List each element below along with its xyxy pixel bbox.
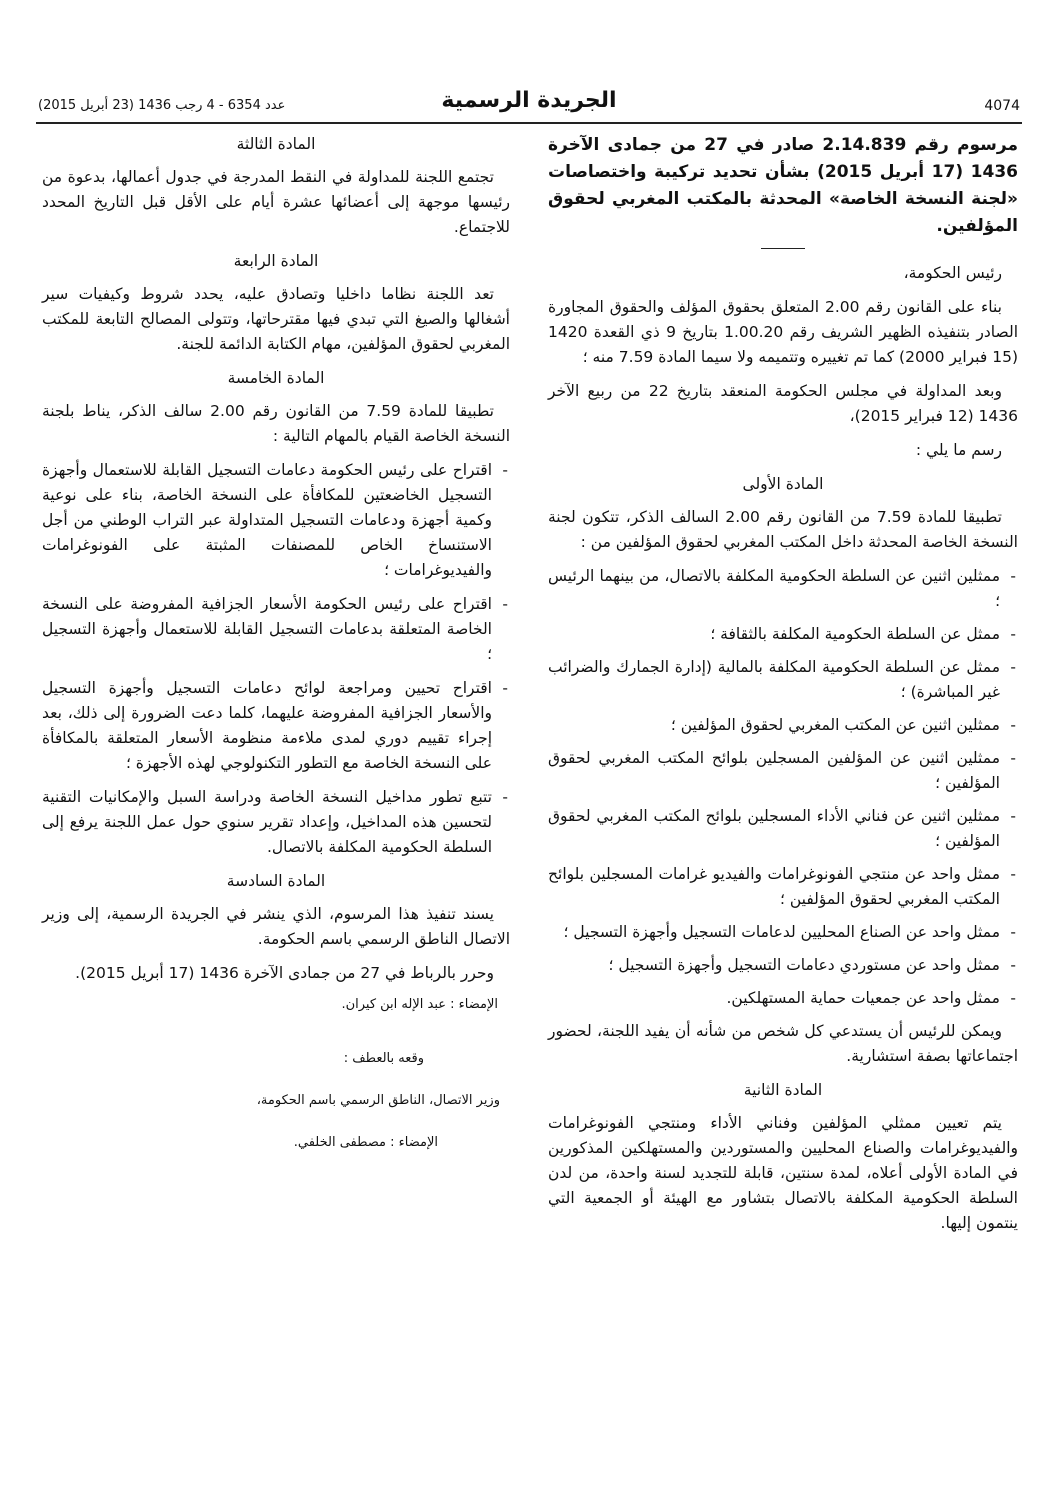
signatures: [42, 995, 510, 1153]
article-1-title: المادة الأولى: [742, 475, 824, 493]
article-5-tasks-list: [42, 458, 510, 860]
minister-title: وزير الاتصال، الناطق الرسمي باسم الحكومة،: [256, 1093, 500, 1108]
list-item: - تتبع تطور مداخيل النسخة الخاصة ودراسة السبل والإمكانيات التقنية لتحسين هذه المداخيل، وإعداد تقرير سنوي حول عمل اللجنة يرفع إلى السلطة الحكومية المكلفة بالاتصال.: [42, 785, 510, 860]
list-item: - ممثل عن السلطة الحكومية المكلفة بالثقافة ؛: [548, 622, 1018, 647]
right-column: [548, 128, 1018, 1245]
decree-title: مرسوم رقم 2.14.839 صادر في 27 من جمادى الآخرة 1436 (17 أبريل 2015) بشأن تحديد تركيبة واختصاصات «لجنة النسخة الخاصة» المحدثة بالمكتب المغربي لحقوق المؤلفين.: [548, 135, 1018, 236]
list-item: - ممثلين اثنين عن المؤلفين المسجلين بلوائح المكتب المغربي لحقوق المؤلفين ؛: [548, 746, 1018, 796]
head-of-government: رئيس الحكومة،: [903, 264, 1002, 282]
list-item: - اقتراح على رئيس الحكومة الأسعار الجزافية المفروضة على النسخة الخاصة المتعلقة بدعامات التسجيل القابلة للاستعمال وأجهزة التسجيل ؛: [42, 592, 510, 667]
journal-title: الجريدة الرسمية: [441, 88, 617, 113]
article-1-members-list: [548, 564, 1018, 1011]
list-item: - اقتراح تحيين ومراجعة لوائح دعامات التسجيل وأجهزة التسجيل والأسعار الجزافية المفروضة عليهما، كلما دعت الضرورة إلى ذلك، بعد إجراء تقييم دوري لمدى ملاءمة منظومة الأسعار المتعلقة بالمكافأة على النسخة الخاصة مع التطور التكنولوجي لهذه الأجهزة ؛: [42, 676, 510, 776]
list-item: - ممثل واحد عن مستوردي دعامات التسجيل وأجهزة التسجيل ؛: [548, 953, 1018, 978]
issue-info: عدد 6354 - 4 رجب 1436 (23 أبريل 2015): [38, 98, 286, 113]
article-1-intro: تطبيقا للمادة 7.59 من القانون رقم 2.00 السالف الذكر، تتكون لجنة النسخة الخاصة المحدثة داخل المكتب المغربي لحقوق المؤلفين من :: [548, 508, 1018, 551]
article-2-text: يتم تعيين ممثلي المؤلفين وفناني الأداء ومنتجي الفونوغرامات والفيديوغرامات والصناع المحليين والمستوردين والمستهلكين المذكورين في المادة الأولى أعلاه، لمدة سنتين، قابلة للتجديد لسنة واحدة، من لدن السلطة الحكومية المكلفة بالاتصال بتشاور مع الهيئة أو الجمعية التي ينتمون إليها.: [548, 1114, 1018, 1232]
signature-minister: الإمضاء : مصطفى الخلفي.: [293, 1135, 438, 1150]
list-item: - ممثلين اثنين عن السلطة الحكومية المكلفة بالاتصال، من بينهما الرئيس ؛: [548, 564, 1018, 614]
page-number: 4074: [984, 98, 1020, 114]
list-item: - ممثل واحد عن منتجي الفونوغرامات والفيديو غرامات المسجلين بلوائح المكتب المغربي لحقوق المؤلفين ؛: [548, 862, 1018, 912]
preamble-law: بناء على القانون رقم 2.00 المتعلق بحقوق المؤلف والحقوق المجاورة الصادر بتنفيذه الظهير الشريف رقم 1.00.20 بتاريخ 9 ذي القعدة 1420 (15 فبراير 2000) كما تم تغييره وتتميمه ولا سيما المادة 7.59 منه ؛: [548, 298, 1019, 366]
list-item: - ممثلين اثنين عن المكتب المغربي لحقوق المؤلفين ؛: [548, 713, 1018, 738]
list-item: - ممثل واحد عن الصناع المحليين لدعامات التسجيل وأجهزة التسجيل ؛: [548, 920, 1018, 945]
list-item: - ممثلين اثنين عن فناني الأداء المسجلين بلوائح المكتب المغربي لحقوق المؤلفين ؛: [548, 804, 1018, 854]
signature-head-of-government: الإمضاء : عبد الإله ابن كيران.: [341, 997, 498, 1012]
article-3-title: المادة الثالثة: [236, 135, 316, 153]
article-6-text: يسند تنفيذ هذا المرسوم، الذي ينشر في الجريدة الرسمية، إلى وزير الاتصال الناطق الرسمي باسم الحكومة.: [42, 905, 510, 948]
article-4-text: تعد اللجنة نظاما داخليا وتصادق عليه، يحدد شروط وكيفيات سير أشغالها والصيغ التي تبدي فيها مقترحاتها، وتتولى المصالح التابعة للمكتب المغربي لحقوق المؤلفين، مهام الكتابة الدائمة للجنة.: [42, 285, 510, 353]
article-5-intro: تطبيقا للمادة 7.59 من القانون رقم 2.00 سالف الذكر، يناط بلجنة النسخة الخاصة القيام بالمهام التالية :: [42, 402, 510, 445]
article-2-title: المادة الثانية: [743, 1081, 823, 1099]
article-4-title: المادة الرابعة: [233, 252, 319, 270]
done-at-date: وحرر بالرباط في 27 من جمادى الآخرة 1436 (17 أبريل 2015).: [75, 964, 494, 982]
countersigned-label: وقعه بالعطف :: [343, 1051, 424, 1066]
article-5-title: المادة الخامسة: [227, 369, 325, 387]
title-divider: [761, 248, 805, 249]
list-item: - ممثل واحد عن جمعيات حماية المستهلكين.: [548, 986, 1018, 1011]
article-6-title: المادة السادسة: [226, 872, 326, 890]
preamble-deliberation: وبعد المداولة في مجلس الحكومة المنعقد بتاريخ 22 من ربيع الآخر 1436 (12 فبراير 2015)،: [548, 382, 1018, 425]
article-3-text: تجتمع اللجنة للمداولة في النقط المدرجة في جدول أعمالها، بدعوة من رئيسها موجهة إلى أعضائها عشرة أيام على الأقل قبل التاريخ المحدد للاجتماع.: [42, 168, 510, 236]
decrees-label: رسم ما يلي :: [915, 441, 1002, 459]
article-1-closing: ويمكن للرئيس أن يستدعي كل شخص من شأنه أن يفيد اللجنة، لحضور اجتماعاتها بصفة استشارية.: [548, 1022, 1018, 1065]
list-item: - اقتراح على رئيس الحكومة دعامات التسجيل القابلة للاستعمال وأجهزة التسجيل الخاضعتين للمكافأة على النسخة الخاصة، بناء على نوعية وكمية أجهزة ودعامات التسجيل المتداولة عبر التراب الوطني من أجل الاستنساخ الخاص للمصنفات المثبتة على الفونوغرامات والفيديوغرامات ؛: [42, 458, 510, 583]
list-item: - ممثل عن السلطة الحكومية المكلفة بالمالية (إدارة الجمارك والضرائب غير المباشرة) ؛: [548, 655, 1018, 705]
page-header: [36, 88, 1022, 124]
left-column: [42, 128, 510, 1153]
